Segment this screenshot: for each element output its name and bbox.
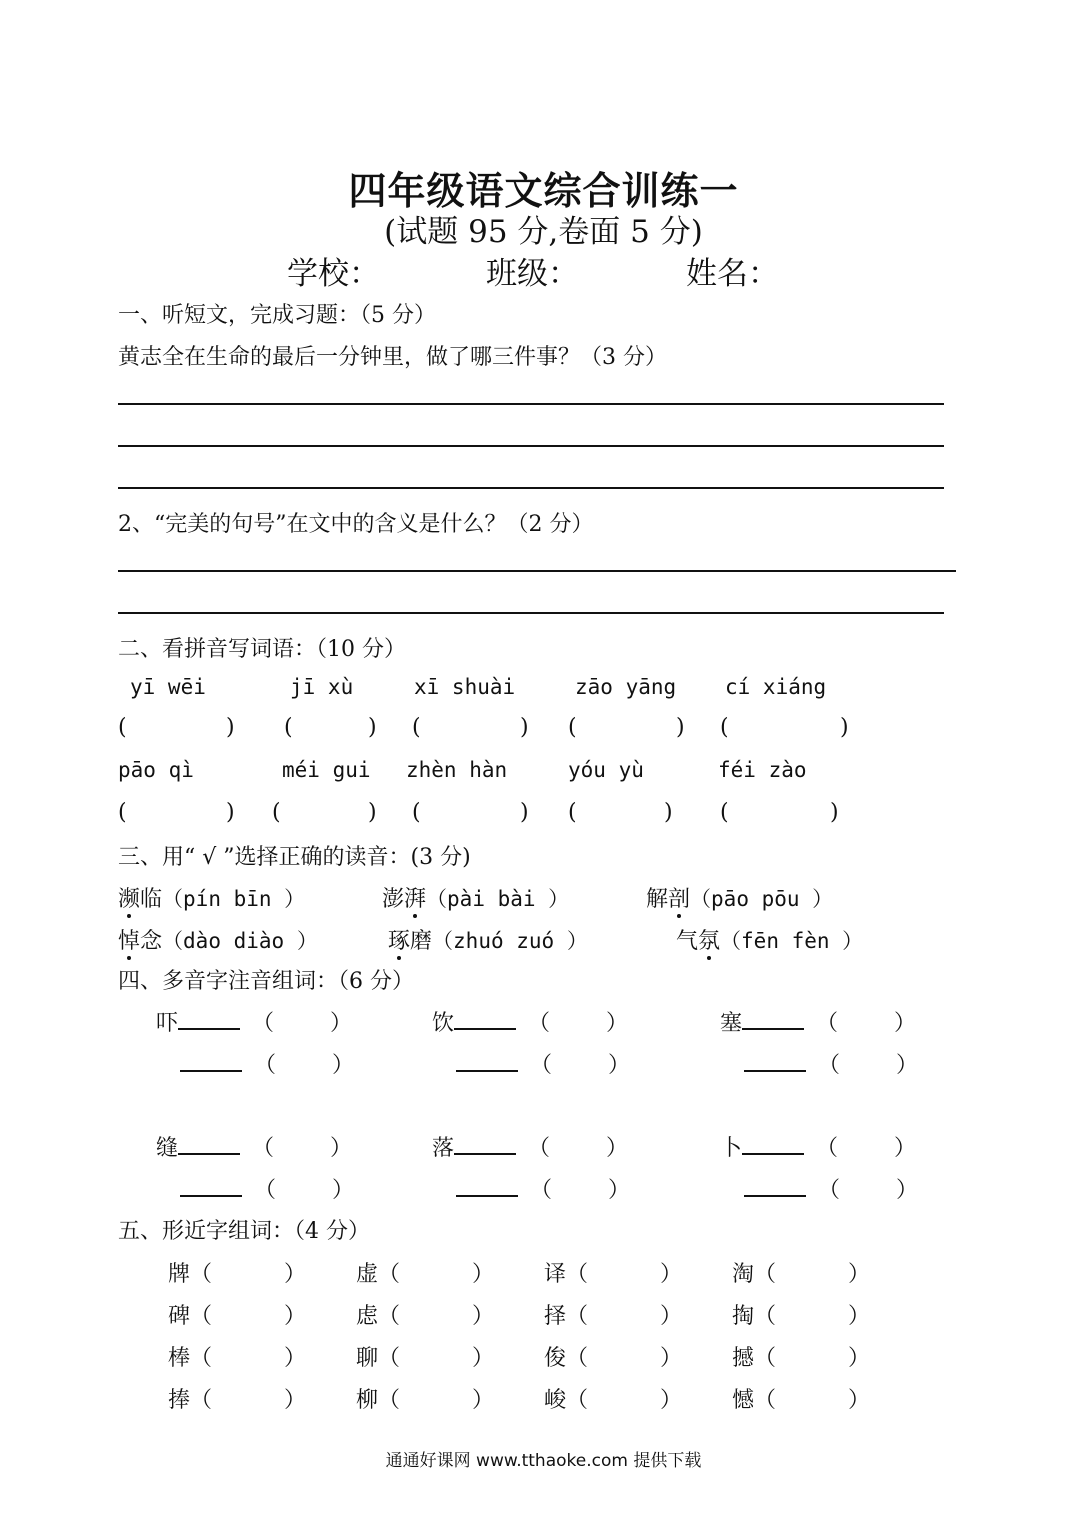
reading-item: 濒临（pín bīn ） <box>118 887 306 912</box>
target-char: 琢 <box>388 929 411 954</box>
answer-paren-close: ) <box>226 800 235 825</box>
answer-paren-close: ) <box>830 800 839 825</box>
answer-paren-close: ) <box>520 715 529 740</box>
answer-blank <box>744 1173 806 1197</box>
answer-paren-open: ( <box>118 800 127 825</box>
similar-char-item: 撼（ ） <box>732 1346 871 1371</box>
polyphone-item: （ ） <box>744 1048 918 1079</box>
answer-blank <box>456 1173 518 1197</box>
similar-char-item: 淘（ ） <box>732 1262 871 1287</box>
pinyin-item: pāo qì <box>118 758 194 782</box>
section2-heading: 二、看拼音写词语：（10 分） <box>118 637 406 662</box>
target-char: 湃 <box>404 887 427 912</box>
class-label: 班级： <box>486 256 579 292</box>
section1-heading: 一、听短文，完成习题：（5 分） <box>118 303 436 328</box>
name-label: 姓名： <box>686 256 779 292</box>
pinyin-item: jī xù <box>290 675 354 699</box>
reading-item: 悼念（dào diào ） <box>118 929 318 954</box>
answer-line <box>118 570 956 572</box>
answer-blank <box>180 1048 242 1072</box>
similar-char-item: 虚（ ） <box>356 1262 495 1287</box>
section1-question1: 黄志全在生命的最后一分钟里，做了哪三件事？（3 分） <box>118 345 667 370</box>
answer-blank <box>178 1006 240 1030</box>
pinyin-item: zhèn hàn <box>406 758 508 782</box>
pinyin-item: méi gui <box>282 758 371 782</box>
answer-blank <box>454 1131 516 1155</box>
similar-char-item: 碑（ ） <box>168 1304 307 1329</box>
answer-line <box>118 487 944 489</box>
page-title: 四年级语文综合训练一 <box>348 168 739 213</box>
answer-blank <box>178 1131 240 1155</box>
answer-paren-open: ( <box>568 715 577 740</box>
school-label: 学校： <box>287 256 380 292</box>
target-char: 濒 <box>118 887 141 912</box>
answer-paren-open: ( <box>412 715 421 740</box>
similar-char-item: 柳（ ） <box>356 1388 495 1413</box>
polyphone-item: （ ） <box>744 1173 918 1204</box>
target-char: 氛 <box>698 929 721 954</box>
answer-line <box>118 612 944 614</box>
polyphone-item: （ ） <box>456 1173 630 1204</box>
answer-paren-open: ( <box>568 800 577 825</box>
answer-paren-open: ( <box>720 715 729 740</box>
polyphone-item: 饮 （ ） <box>432 1006 628 1037</box>
answer-paren-close: ) <box>368 800 377 825</box>
target-char: 剖 <box>668 887 691 912</box>
pinyin-item: yóu yù <box>568 758 644 782</box>
similar-char-item: 掏（ ） <box>732 1304 871 1329</box>
similar-char-item: 译（ ） <box>544 1262 683 1287</box>
answer-paren-close: ) <box>840 715 849 740</box>
reading-item: 澎湃（pài bài ） <box>382 887 570 912</box>
answer-paren-open: ( <box>272 800 281 825</box>
answer-paren-close: ) <box>676 715 685 740</box>
polyphone-item: 塞 （ ） <box>720 1006 916 1037</box>
answer-blank <box>744 1048 806 1072</box>
similar-char-item: 虑（ ） <box>356 1304 495 1329</box>
polyphone-item: 落 （ ） <box>432 1131 628 1162</box>
answer-paren-open: ( <box>284 715 293 740</box>
similar-char-item: 峻（ ） <box>544 1388 683 1413</box>
answer-paren-open: ( <box>720 800 729 825</box>
answer-paren-close: ) <box>226 715 235 740</box>
pinyin-item: xī shuài <box>414 675 516 699</box>
section4-heading: 四、多音字注音组词：（6 分） <box>118 969 414 994</box>
reading-item: 解剖（pāo pōu ） <box>646 887 834 912</box>
answer-blank <box>742 1006 804 1030</box>
footer-credit: 通通好课网 www.tthaoke.com 提供下载 <box>385 1451 702 1471</box>
similar-char-item: 牌（ ） <box>168 1262 307 1287</box>
answer-blank <box>742 1131 804 1155</box>
pinyin-item: zāo yāng <box>575 675 677 699</box>
page-subtitle: (试题 95 分,卷面 5 分) <box>384 214 703 250</box>
similar-char-item: 捧（ ） <box>168 1388 307 1413</box>
answer-blank <box>454 1006 516 1030</box>
similar-char-item: 憾（ ） <box>732 1388 871 1413</box>
reading-item: 琢磨（zhuó zuó ） <box>388 929 588 954</box>
polyphone-item: （ ） <box>456 1048 630 1079</box>
section3-heading: 三、用“ √ ”选择正确的读音：(3 分) <box>118 845 471 870</box>
pinyin-item: féi zào <box>718 758 807 782</box>
section5-heading: 五、形近字组词：（4 分） <box>118 1219 370 1244</box>
target-char: 悼 <box>118 929 141 954</box>
pinyin-item: yī wēi <box>130 675 206 699</box>
similar-char-item: 棒（ ） <box>168 1346 307 1371</box>
similar-char-item: 聊（ ） <box>356 1346 495 1371</box>
reading-item: 气氛（fēn fèn ） <box>676 929 864 954</box>
answer-paren-close: ) <box>664 800 673 825</box>
answer-blank <box>456 1048 518 1072</box>
polyphone-item: （ ） <box>180 1048 354 1079</box>
answer-blank <box>180 1173 242 1197</box>
answer-paren-close: ) <box>368 715 377 740</box>
polyphone-item: 吓 （ ） <box>156 1006 352 1037</box>
section1-question2: 2、“完美的句号”在文中的含义是什么？（2 分） <box>118 512 594 537</box>
answer-paren-close: ) <box>520 800 529 825</box>
polyphone-item: （ ） <box>180 1173 354 1204</box>
similar-char-item: 俊（ ） <box>544 1346 683 1371</box>
answer-paren-open: ( <box>118 715 127 740</box>
answer-line <box>118 403 944 405</box>
polyphone-item: 卜 （ ） <box>720 1131 916 1162</box>
similar-char-item: 择（ ） <box>544 1304 683 1329</box>
polyphone-item: 缝 （ ） <box>156 1131 352 1162</box>
answer-line <box>118 445 944 447</box>
answer-paren-open: ( <box>412 800 421 825</box>
pinyin-item: cí xiáng <box>725 675 827 699</box>
